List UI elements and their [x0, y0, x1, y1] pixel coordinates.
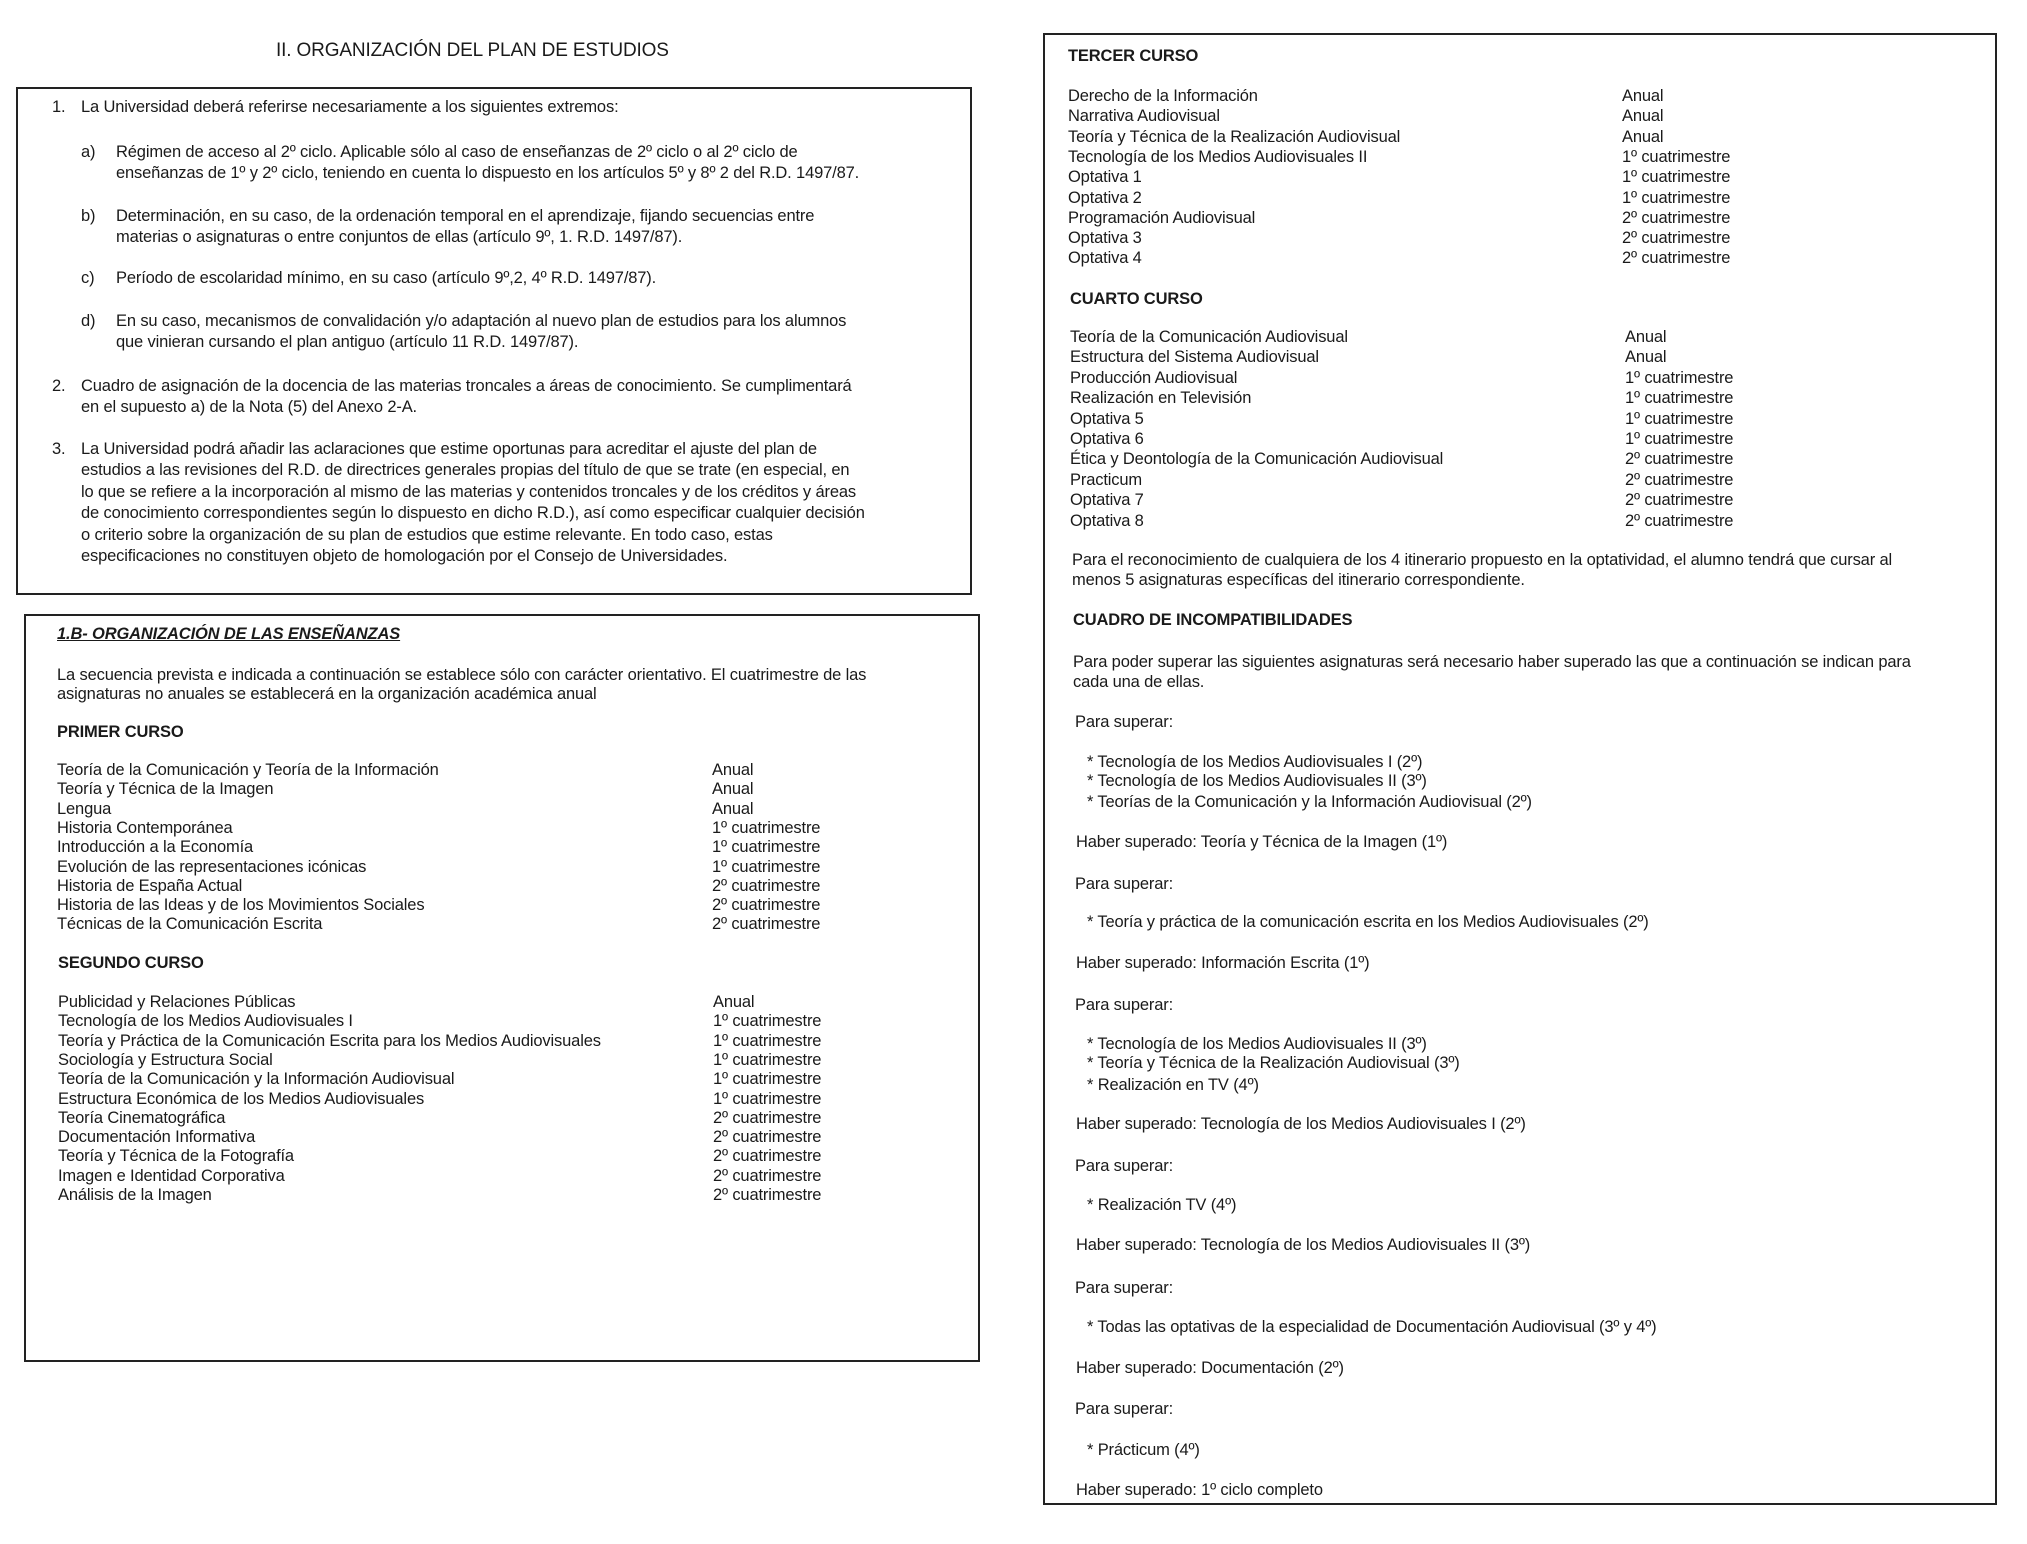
subject-period: 1º cuatrimestre: [1622, 147, 1731, 166]
subject-name: Historia Contemporánea: [57, 818, 233, 837]
incompatible-subject: * Teoría y práctica de la comunicación escrita en los Medios Audiovisuales (2º): [1087, 913, 1649, 931]
subject-period: 2º cuatrimestre: [1625, 491, 1734, 510]
subject-period: Anual: [1622, 107, 1664, 126]
incompatible-subject: * Tecnología de los Medios Audiovisuales II (3º): [1087, 1035, 1427, 1053]
subject-period: 1º cuatrimestre: [1625, 409, 1734, 428]
prerequisite: Haber superado: Tecnología de los Medios Audiovisuales II (3º): [1076, 1236, 1531, 1254]
subject-period: 1º cuatrimestre: [712, 857, 821, 876]
subject-period: 2º cuatrimestre: [1622, 208, 1731, 227]
subject-name: Producción Audiovisual: [1070, 368, 1238, 387]
subject-period: 1º cuatrimestre: [712, 818, 821, 837]
subject-period: 1º cuatrimestre: [1622, 168, 1731, 187]
subject-period: 2º cuatrimestre: [1622, 249, 1731, 268]
incompatible-subject: * Tecnología de los Medios Audiovisuales I (2º): [1087, 753, 1423, 771]
subject-name: Optativa 1: [1068, 168, 1142, 187]
subject-name: Tecnología de los Medios Audiovisuales II: [1068, 147, 1368, 166]
subject-name: Introducción a la Economía: [57, 838, 254, 857]
prerequisite: Haber superado: Información Escrita (1º): [1076, 954, 1370, 972]
course-heading: PRIMER CURSO: [57, 723, 184, 741]
subject-period: 1º cuatrimestre: [713, 1012, 822, 1031]
subject-name: Teoría Cinematográfica: [58, 1108, 226, 1127]
subject-name: Optativa 3: [1068, 229, 1142, 248]
subject-name: Publicidad y Relaciones Públicas: [58, 993, 296, 1011]
subject-name: Optativa 4: [1068, 249, 1142, 268]
subject-name: Realización en Televisión: [1070, 389, 1252, 408]
subject-name: Evolución de las representaciones icónicas: [57, 857, 367, 876]
page-title: II. ORGANIZACIÓN DEL PLAN DE ESTUDIOS: [276, 40, 669, 61]
subject-period: 1º cuatrimestre: [712, 838, 821, 857]
prerequisite: Haber superado: Documentación (2º): [1076, 1359, 1344, 1377]
subject-name: Optativa 8: [1070, 511, 1144, 530]
subject-name: Programación Audiovisual: [1068, 208, 1256, 227]
subject-period: Anual: [1622, 127, 1664, 146]
subject-name: Historia de España Actual: [57, 876, 243, 895]
subject-name: Optativa 6: [1070, 430, 1144, 448]
subject-period: 2º cuatrimestre: [1625, 511, 1734, 530]
requirement-text: estudios a las revisiones del R.D. de directrices generales propias del título de que se trate (en especial, en: [81, 461, 850, 480]
subject-period: Anual: [1625, 328, 1667, 346]
para-superar-label: Para superar:: [1075, 1400, 1174, 1418]
prerequisite: Haber superado: Tecnología de los Medios Audiovisuales I (2º): [1076, 1115, 1526, 1133]
requirement-text: La Universidad podrá añadir las aclaraciones que estime oportunas para acreditar el ajuste del plan de: [81, 440, 817, 458]
itinerary-note: Para el reconocimiento de cualquiera de los 4 itinerario propuesto en la optatividad, el alumno tendrá que cursar al: [1072, 551, 1893, 569]
subject-period: 1º cuatrimestre: [713, 1050, 822, 1069]
para-superar-label: Para superar:: [1075, 996, 1174, 1014]
subject-period: 2º cuatrimestre: [1625, 470, 1734, 489]
subject-name: Análisis de la Imagen: [58, 1186, 212, 1204]
subject-period: 2º cuatrimestre: [713, 1108, 822, 1127]
subject-period: 1º cuatrimestre: [713, 1070, 822, 1089]
course-heading: CUARTO CURSO: [1070, 290, 1203, 308]
section-heading: 1.B- ORGANIZACIÓN DE LAS ENSEÑANZAS: [57, 625, 401, 643]
subitem-text: En su caso, mecanismos de convalidación y/o adaptación al nuevo plan de estudios para los alumnos: [116, 312, 847, 330]
subject-period: Anual: [713, 993, 755, 1011]
requirement-text: lo que se refiere a la incorporación al mismo de las materias y contenidos troncales y de los créditos y áreas: [81, 482, 856, 501]
subject-name: Practicum: [1070, 470, 1142, 489]
subject-period: 2º cuatrimestre: [712, 915, 821, 934]
subitem-text: materias o asignaturas o entre conjuntos de ellas (artículo 9º, 1. R.D. 1497/87).: [116, 228, 683, 246]
subitem-text: Período de escolaridad mínimo, en su caso (artículo 9º,2, 4º R.D. 1497/87).: [116, 269, 657, 287]
subject-period: 1º cuatrimestre: [1625, 368, 1734, 387]
subject-period: 2º cuatrimestre: [713, 1128, 822, 1147]
intro-text: asignaturas no anuales se establecerá en la organización académica anual: [57, 685, 597, 703]
incompatible-subject: * Prácticum (4º): [1087, 1441, 1200, 1459]
incompatibilities-heading: CUADRO DE INCOMPATIBILIDADES: [1073, 611, 1353, 629]
subject-name: Estructura del Sistema Audiovisual: [1070, 348, 1319, 367]
subject-name: Lengua: [57, 799, 112, 818]
subject-name: Teoría y Técnica de la Fotografía: [58, 1147, 294, 1166]
subject-name: Derecho de la Información: [1068, 87, 1258, 105]
incompatible-subject: * Realización TV (4º): [1087, 1196, 1237, 1214]
requirement-text: Cuadro de asignación de la docencia de las materias troncales a áreas de conocimiento. Se cumplimentará: [81, 377, 852, 395]
item-number: 2.: [52, 377, 66, 395]
subject-period: Anual: [1625, 348, 1667, 367]
subject-name: Teoría de la Comunicación y Teoría de la Información: [57, 761, 439, 779]
requirement-text: o criterio sobre la organización de su plan de estudios que estime relevante. En todo caso, estas: [81, 525, 773, 544]
subject-period: 2º cuatrimestre: [1625, 450, 1734, 469]
incompatible-subject: * Teorías de la Comunicación y la Información Audiovisual (2º): [1087, 793, 1532, 811]
subject-period: Anual: [712, 799, 754, 818]
subject-name: Teoría y Técnica de la Realización Audiovisual: [1068, 127, 1401, 146]
subject-period: Anual: [712, 761, 754, 779]
para-superar-label: Para superar:: [1075, 713, 1174, 731]
subject-name: Optativa 2: [1068, 188, 1142, 207]
subitem-text: que vinieran cursando el plan antiguo (artículo 11 R.D. 1497/87).: [116, 333, 579, 351]
subject-name: Documentación Informativa: [58, 1128, 256, 1147]
para-superar-label: Para superar:: [1075, 1157, 1174, 1175]
requirement-text: especificaciones no constituyen objeto de homologación por el Consejo de Universidades.: [81, 547, 728, 565]
subject-name: Ética y Deontología de la Comunicación Audiovisual: [1070, 450, 1444, 469]
incompatible-subject: * Teoría y Técnica de la Realización Audiovisual (3º): [1087, 1054, 1460, 1072]
subitem-letter: a): [81, 143, 96, 161]
requirement-text: La Universidad deberá referirse necesariamente a los siguientes extremos:: [81, 98, 619, 116]
subject-period: 2º cuatrimestre: [712, 876, 821, 895]
subject-period: Anual: [712, 780, 754, 799]
subject-name: Técnicas de la Comunicación Escrita: [57, 915, 323, 934]
course-heading: SEGUNDO CURSO: [58, 954, 204, 972]
subject-name: Optativa 5: [1070, 409, 1144, 428]
subject-name: Sociología y Estructura Social: [58, 1050, 273, 1069]
subject-name: Teoría y Práctica de la Comunicación Escrita para los Medios Audiovisuales: [58, 1031, 601, 1050]
subitem-letter: c): [81, 269, 95, 287]
para-superar-label: Para superar:: [1075, 1279, 1174, 1297]
prerequisite: Haber superado: Teoría y Técnica de la Imagen (1º): [1076, 833, 1448, 851]
incompatible-subject: * Realización en TV (4º): [1087, 1076, 1259, 1094]
subject-name: Teoría de la Comunicación Audiovisual: [1070, 328, 1348, 346]
incompatibilities-intro: cada una de ellas.: [1073, 672, 1205, 691]
incompatibilities-intro: Para poder superar las siguientes asignaturas será necesario haber superado las que a continuación se indican para: [1073, 653, 1911, 671]
prerequisite: Haber superado: 1º ciclo completo: [1076, 1481, 1323, 1499]
subject-period: 1º cuatrimestre: [713, 1089, 822, 1108]
subject-period: 1º cuatrimestre: [1625, 430, 1734, 448]
subject-period: 1º cuatrimestre: [1622, 188, 1731, 207]
subitem-text: Régimen de acceso al 2º ciclo. Aplicable sólo al caso de enseñanzas de 2º ciclo o al 2º ciclo de: [116, 143, 798, 161]
subitem-text: Determinación, en su caso, de la ordenación temporal en el aprendizaje, fijando secuencias entre: [116, 207, 815, 225]
subject-name: Optativa 7: [1070, 491, 1144, 510]
item-number: 3.: [52, 440, 66, 458]
item-number: 1.: [52, 98, 66, 116]
subject-period: 1º cuatrimestre: [1625, 389, 1734, 408]
incompatible-subject: * Tecnología de los Medios Audiovisuales II (3º): [1087, 772, 1427, 790]
incompatible-subject: * Todas las optativas de la especialidad de Documentación Audiovisual (3º y 4º): [1087, 1318, 1657, 1336]
subject-name: Imagen e Identidad Corporativa: [58, 1166, 285, 1185]
subitem-letter: b): [81, 207, 96, 225]
subject-name: Teoría y Técnica de la Imagen: [57, 780, 274, 799]
subject-period: 2º cuatrimestre: [712, 896, 821, 915]
subject-period: 1º cuatrimestre: [713, 1031, 822, 1050]
subitem-text: enseñanzas de 1º y 2º ciclo, teniendo en cuenta lo dispuesto en los artículos 5º y 8º 2 del R.D. 1497/87.: [116, 164, 860, 182]
subject-period: 2º cuatrimestre: [713, 1166, 822, 1185]
requirement-text: de conocimiento correspondientes según lo dispuesto en dicho R.D.), así como especificar cualquier decisión: [81, 504, 865, 523]
subject-period: Anual: [1622, 87, 1664, 105]
subject-name: Tecnología de los Medios Audiovisuales I: [58, 1012, 353, 1031]
subitem-letter: d): [81, 312, 96, 330]
subject-name: Narrativa Audiovisual: [1068, 107, 1220, 126]
subject-period: 2º cuatrimestre: [1622, 229, 1731, 248]
subject-period: 2º cuatrimestre: [713, 1186, 822, 1204]
subject-name: Estructura Económica de los Medios Audiovisuales: [58, 1089, 425, 1108]
requirement-text: en el supuesto a) de la Nota (5) del Anexo 2-A.: [81, 398, 417, 416]
subject-period: 2º cuatrimestre: [713, 1147, 822, 1166]
itinerary-note: menos 5 asignaturas específicas del itinerario correspondiente.: [1072, 571, 1525, 589]
subject-name: Teoría de la Comunicación y la Información Audiovisual: [58, 1070, 455, 1089]
course-heading: TERCER CURSO: [1068, 47, 1199, 65]
subject-name: Historia de las Ideas y de los Movimientos Sociales: [57, 896, 425, 915]
para-superar-label: Para superar:: [1075, 875, 1174, 893]
intro-text: La secuencia prevista e indicada a continuación se establece sólo con carácter orientativo. El cuatrimestre de las: [57, 666, 867, 684]
